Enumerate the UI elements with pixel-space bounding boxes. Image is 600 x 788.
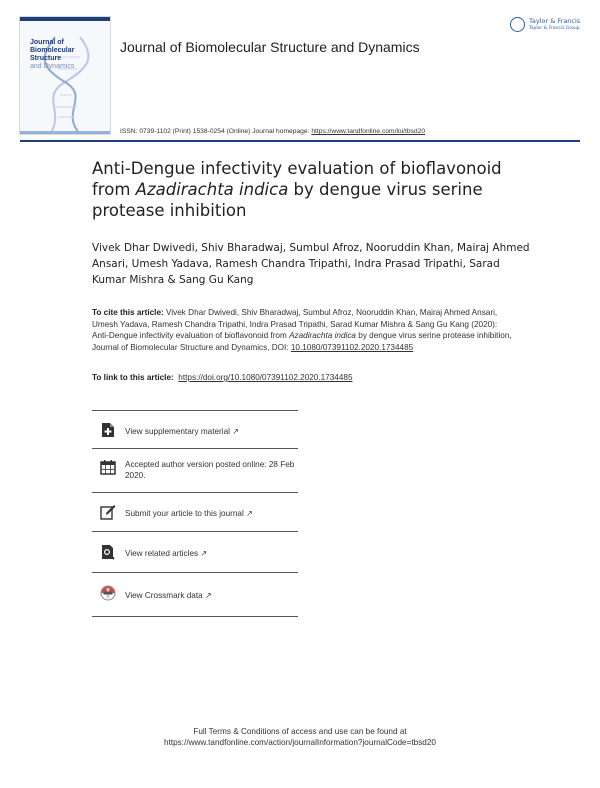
publisher-logo-icon <box>510 17 525 32</box>
issn-text: ISSN: 0739-1102 (Print) 1538-0254 (Online) Journal homepage: <box>120 128 310 135</box>
journal-homepage-link[interactable]: https://www.tandfonline.com/loi/tbsd20 <box>311 128 426 135</box>
accepted-version-info <box>92 449 298 493</box>
cover-title <box>30 39 104 71</box>
publisher-logo[interactable] <box>510 16 585 36</box>
citation-text: Vivek Dhar Dwivedi, Shiv Bharadwaj, Sumbul Afroz, Nooruddin Khan, Mairaj Ahmed Ansari, Umesh Yadava, Ramesh Chandra Tripathi, Indra Prasad Tripathi, Sarad Kumar Mishra & Sang Gu Kang (2020): Anti-Dengue infectivity evaluation of bioflavonoid from <box>92 308 498 340</box>
terms-link[interactable]: https://www.tandfonline.com/action/journalInformation?journalCode=tbsd20 <box>164 738 436 747</box>
link-label: To link to this article: <box>92 373 174 382</box>
issn-line <box>120 128 425 135</box>
action-label-text: View Crossmark data <box>125 591 203 600</box>
journal-cover <box>19 16 111 135</box>
article-actions <box>92 410 298 617</box>
title-species: Azadirachta indica <box>135 180 289 199</box>
external-link-icon: ↗ <box>204 591 212 600</box>
supplementary-material-link[interactable] <box>92 410 298 449</box>
journal-name: Journal of Biomolecular Structure and Dynamics <box>120 39 420 55</box>
publisher-name: Taylor & Francis <box>529 17 581 25</box>
header-divider <box>20 140 580 142</box>
citation-label: To cite this article: <box>92 308 164 317</box>
title-text: Anti-Dengue infectivity evaluation of bioflavonoid <box>92 159 502 178</box>
action-label-text: View related articles <box>125 549 199 558</box>
author-list: Vivek Dhar Dwivedi, Shiv Bharadwaj, Sumbul Afroz, Nooruddin Khan, Mairaj Ahmed Ansari, Umesh Yadava, Ramesh Chandra Tripathi, Indra Prasad Tripathi, Sarad Kumar Mishra & Sang Gu Kang <box>92 242 530 286</box>
action-label-text: Accepted author version posted online: 28 Feb 2020. <box>125 460 295 480</box>
crossmark-icon <box>100 585 116 601</box>
cover-title-line: and Dynamics <box>30 63 75 70</box>
action-label <box>125 548 300 559</box>
crossmark-link[interactable] <box>92 573 298 617</box>
action-label-text: View supplementary material <box>125 427 230 436</box>
action-label <box>125 459 295 481</box>
edit-icon <box>100 504 116 520</box>
external-link-icon: ↗ <box>246 509 253 518</box>
action-label <box>125 508 300 519</box>
external-link-icon: ↗ <box>200 549 208 558</box>
submit-article-link[interactable] <box>92 493 298 532</box>
title-text: by dengue virus serine protease inhibition <box>92 180 483 220</box>
citation-doi-link[interactable]: 10.1080/07391102.2020.1734485 <box>290 342 414 352</box>
action-label-text: Submit your article to this journal <box>125 509 244 518</box>
calendar-icon <box>100 459 116 475</box>
action-label <box>125 426 300 437</box>
cover-footer-bar <box>20 131 110 134</box>
citation-block <box>92 307 512 353</box>
footer <box>0 726 600 748</box>
article-doi-link[interactable]: https://doi.org/10.1080/07391102.2020.1734485 <box>178 373 353 382</box>
dna-helix-graphic <box>20 17 110 134</box>
citation-species: Azadirachta indica <box>289 331 356 340</box>
action-label <box>125 590 300 601</box>
cover-title-line: Structure <box>30 55 62 62</box>
footer-text: Full Terms & Conditions of access and use can be found at <box>193 727 407 736</box>
related-articles-link[interactable] <box>92 532 298 573</box>
cover-title-line: Journal of Biomolecular <box>30 39 75 54</box>
title-text: from <box>92 180 136 199</box>
publisher-subname: Taylor & Francis Group <box>529 26 580 31</box>
article-link-line <box>92 373 353 382</box>
article-title <box>92 158 532 221</box>
search-document-icon <box>100 544 116 560</box>
external-link-icon: ↗ <box>232 427 239 436</box>
citation-text: by dengue virus serine protease inhibition, Journal of Biomolecular Structure and Dynamics, DOI: <box>92 331 512 352</box>
plus-document-icon <box>100 422 116 438</box>
